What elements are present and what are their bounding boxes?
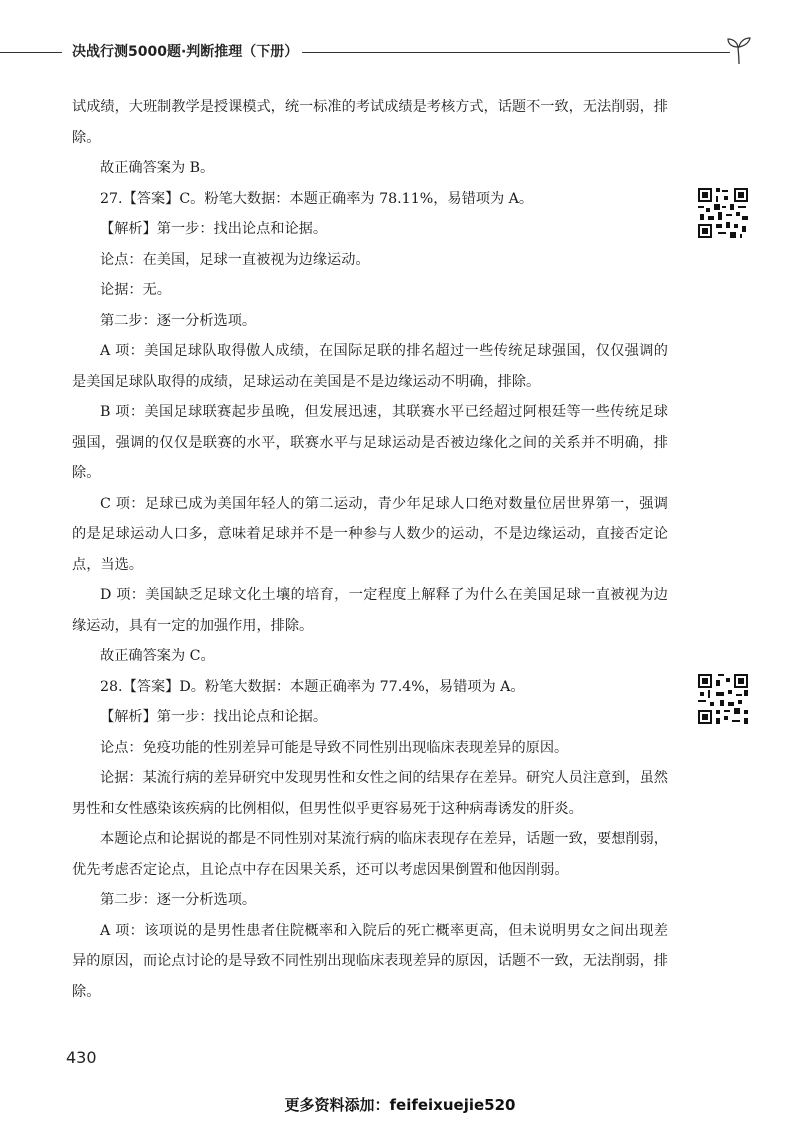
option-a: A 项：美国足球队取得傲人成绩，在国际足联的排名超过一些传统足球强国，仅仅强调的是美国足球队取得的成绩，足球运动在美国是不是边缘运动不明确，排除。 (72, 343, 668, 390)
question-27-answer: 27.【答案】C。粉笔大数据：本题正确率为 78.11%，易错项为 A。 (100, 190, 534, 207)
header-rule-right (302, 52, 730, 53)
paragraph: 本题论点和论据说的都是不同性别对某流行病的临床表现存在差异，话题一致，要想削弱，优先考虑否定论点，且论点中存在因果关系，还可以考虑因果倒置和他因削弱。 (72, 831, 668, 878)
paragraph: 【解析】第一步：找出论点和论据。 (100, 709, 328, 725)
paragraph: 第二步：逐一分析选项。 (100, 312, 257, 329)
page-number: 430 (66, 1048, 97, 1067)
paragraph: 第二步：逐一分析选项。 (100, 892, 257, 908)
qr-code-icon (696, 672, 750, 726)
option-b: B 项：美国足球联赛起步虽晚，但发展迅速，其联赛水平已经超过阿根廷等一些传统足球强国，强调的仅仅是联赛的水平，联赛水平与足球运动是否被边缘化之间的关系并不明确，排除。 (72, 404, 668, 481)
option-c: C 项：足球已成为美国年轻人的第二运动，青少年足球人口绝对数量位居世界第一，强调的是足球运动人口多，意味着足球并不是一种参与人数少的运动，不是边缘运动，直接否定论点，当选。 (72, 495, 668, 573)
header-rule-left (0, 52, 62, 53)
option-d: D 项：美国缺乏足球文化土壤的培育，一定程度上解释了为什么在美国足球一直被视为边缘运动，具有一定的加强作用，排除。 (72, 587, 668, 634)
footer-note: 更多资料添加：feifeixuejie520 (284, 1096, 516, 1114)
header-title: 决战行测5000题·判断推理（下册） (72, 44, 299, 60)
paragraph: 论据：某流行病的差异研究中发现男性和女性之间的结果存在差异。研究人员注意到，虽然男性和女性感染该疾病的比例相似，但男性似乎更容易死于这种病毒诱发的肝炎。 (72, 770, 668, 817)
sprout-icon (726, 36, 752, 66)
option-a: A 项：该项说的是男性患者住院概率和入院后的死亡概率更高，但未说明男女之间出现差异的原因，而论点讨论的是导致不同性别出现临床表现差异的原因，话题不一致，无法削弱，排除。 (72, 922, 668, 1000)
question-28-answer: 28.【答案】D。粉笔大数据：本题正确率为 77.4%，易错项为 A。 (100, 678, 525, 695)
paragraph: 论据：无。 (100, 282, 171, 298)
paragraph: 【解析】第一步：找出论点和论据。 (100, 221, 328, 237)
paragraph: 论点：免疫功能的性别差异可能是导致不同性别出现临床表现差异的原因。 (100, 739, 569, 756)
paragraph: 论点：在美国，足球一直被视为边缘运动。 (100, 251, 370, 268)
paragraph: 试成绩，大班制教学是授课模式，统一标准的考试成绩是考核方式，话题不一致，无法削弱，排除。 (72, 99, 668, 146)
paragraph: 故正确答案为 B。 (100, 160, 215, 176)
paragraph: 故正确答案为 C。 (100, 648, 215, 664)
running-header (0, 36, 800, 66)
page-body (72, 92, 668, 1007)
qr-code-icon (696, 186, 750, 240)
